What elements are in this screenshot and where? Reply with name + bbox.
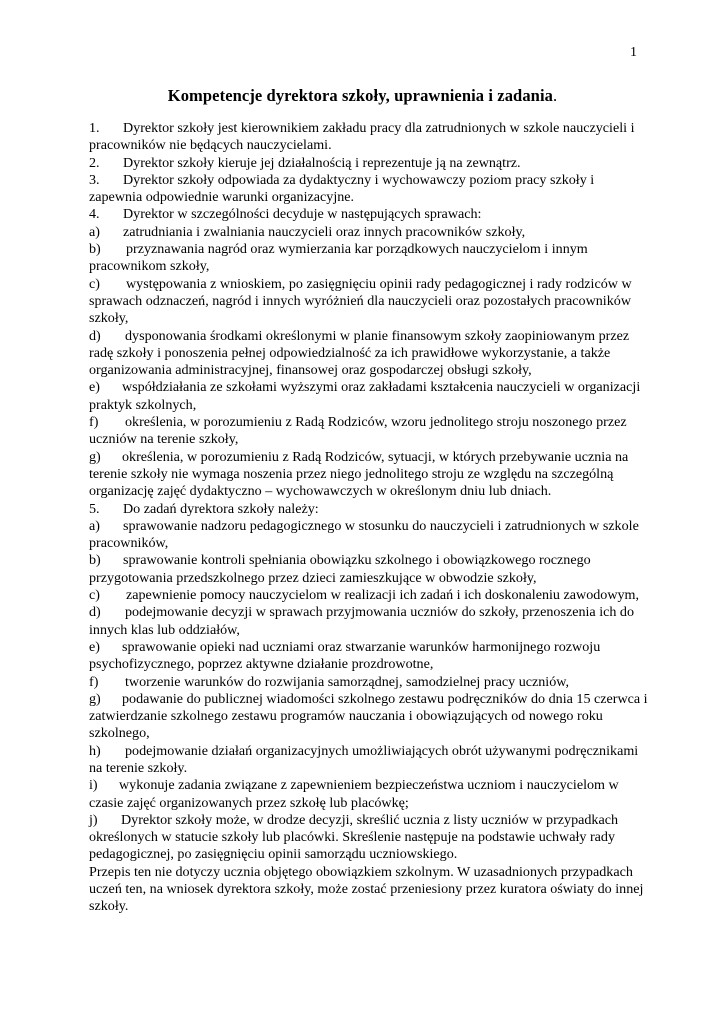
list-item-5g <box>89 691 649 743</box>
item-label: f) <box>89 414 99 431</box>
page-title <box>0 86 725 106</box>
paragraph-text: Dyrektor szkoły odpowiada za dydaktyczny i wychowawczy poziom pracy szkoły i zapewnia odpowiednie warunki organizacyjne. <box>89 171 595 206</box>
closing-paragraph <box>89 864 649 916</box>
item-label: h) <box>89 742 101 759</box>
title-period: . <box>552 86 558 105</box>
item-label: a) <box>89 517 100 534</box>
list-item-5j <box>89 812 649 864</box>
paragraph-4 <box>89 206 649 223</box>
paragraph-text: Dyrektor szkoły kieruje jej działalnością i reprezentuje ją na zewnątrz. <box>123 154 521 171</box>
list-item-4b <box>89 241 649 276</box>
item-label: c) <box>89 587 100 604</box>
item-text: określenia, w porozumieniu z Radą Rodziców, wzoru jednolitego stroju noszonego przez uczniów na terenie szkoły, <box>89 414 627 448</box>
list-item-4e <box>89 379 649 414</box>
item-text: zapewnienie pomocy nauczycielom w realizacji ich zadań i ich doskonaleniu zawodowym, <box>126 587 640 604</box>
list-item-4c <box>89 276 649 328</box>
item-text: podejmowanie decyzji w sprawach przyjmowania uczniów do szkoły, przenoszenia ich do innych klas lub oddziałów, <box>89 604 635 638</box>
page-number: 1 <box>630 45 637 60</box>
item-text: wykonuje zadania związane z zapewnieniem bezpieczeństwa uczniom i nauczycielom w czasie zajęć organizowanych przez szkołę lub placówkę; <box>89 777 619 811</box>
item-text: podawanie do publicznej wiadomości szkolnego zestawu podręczników do dnia 15 czerwca i zatwierdzanie szkolnego zestawu programów nauczania i obowiązujących od nowego roku szkolnego, <box>89 690 648 742</box>
item-text: dysponowania środkami określonymi w planie finansowym szkoły zaopiniowanym przez radę szkoły i ponoszenia pełnej odpowiedzialność za ich prawidłowe wykorzystanie, a także organizowania administracyjnej, finansowej oraz gospodarczej obsługi szkoły, <box>89 327 630 379</box>
paragraph-text: Do zadań dyrektora szkoły należy: <box>123 500 319 517</box>
item-label: f) <box>89 673 99 690</box>
item-text: sprawowanie kontroli spełniania obowiązku szkolnego i obowiązkowego rocznego przygotowania przedszkolnego przez dzieci zamieszkujące w obwodzie szkoły, <box>89 552 591 586</box>
list-item-5b <box>89 552 649 587</box>
list-item-5d <box>89 604 649 639</box>
list-item-4a <box>89 224 649 241</box>
item-label: c) <box>89 275 100 292</box>
list-item-5h <box>89 743 649 778</box>
item-text: sprawowanie nadzoru pedagogicznego w stosunku do nauczycieli i zatrudnionych w szkole pracowników, <box>89 517 639 552</box>
document-body <box>89 120 649 916</box>
paragraph-label: 4. <box>89 206 100 223</box>
title-text: Kompetencje dyrektora szkoły, uprawnienia i zadania <box>167 86 553 105</box>
item-label: a) <box>89 223 100 240</box>
paragraph-text: Dyrektor szkoły jest kierownikiem zakładu pracy dla zatrudnionych w szkole nauczycieli i pracowników nie będących nauczycielami. <box>89 120 635 154</box>
paragraph-5 <box>89 501 649 518</box>
paragraph-text: Dyrektor w szczególności decyduje w następujących sprawach: <box>123 206 482 223</box>
item-label: g) <box>89 448 101 465</box>
item-label: e) <box>89 638 100 655</box>
paragraph-3 <box>89 172 649 207</box>
item-text: określenia, w porozumieniu z Radą Rodziców, sytuacji, w których przebywanie ucznia na terenie szkoły nie wymaga noszenia przez niego jednolitego stroju ze względu na szczególną organizację zajęć dydaktyczno – wychowawczych w określonym dniu lub dniach. <box>89 448 629 500</box>
item-text: podejmowanie działań organizacyjnych umożliwiających obrót używanymi podręcznikami na terenie szkoły. <box>89 742 639 776</box>
paragraph-1 <box>89 120 649 155</box>
item-label: i) <box>89 777 98 794</box>
item-label: b) <box>89 241 101 258</box>
list-item-5f <box>89 674 649 691</box>
list-item-4g <box>89 449 649 501</box>
list-item-5a <box>89 518 649 553</box>
item-text: sprawowanie opieki nad uczniami oraz stwarzanie warunków harmonijnego rozwoju psychofizycznego, poprzez aktywne działanie prozdrowotne, <box>89 638 601 673</box>
list-item-4f <box>89 414 649 449</box>
list-item-5c <box>89 587 649 604</box>
paragraph-label: 5. <box>89 500 100 517</box>
item-text: Dyrektor szkoły może, w drodze decyzji, skreślić ucznia z listy uczniów w przypadkach określonych w statucie szkoły lub placówki. Skreślenie następuje na podstawie uchwały rady pedagogicznej, po zasięgnięciu opinii samorządu uczniowskiego. <box>89 811 619 863</box>
paragraph-2 <box>89 155 649 172</box>
item-text: tworzenie warunków do rozwijania samorządnej, samodzielnej pracy uczniów, <box>125 673 570 690</box>
item-text: występowania z wnioskiem, po zasięgnięciu opinii rady pedagogicznej i rady rodziców w sprawach odznaczeń, nagród i innych wyróżnień dla nauczycieli oraz pozostałych pracowników szkoły, <box>89 275 632 327</box>
item-label: d) <box>89 604 101 621</box>
list-item-4d <box>89 328 649 380</box>
item-text: przyznawania nagród oraz wymierzania kar porządkowych nauczycielom i innym pracownikom szkoły, <box>89 241 588 275</box>
item-label: g) <box>89 690 101 707</box>
paragraph-label: 3. <box>89 171 100 188</box>
item-text: współdziałania ze szkołami wyższymi oraz zakładami kształcenia nauczycieli w organizacji praktyk szkolnych, <box>89 379 641 413</box>
item-label: d) <box>89 327 101 344</box>
list-item-5i <box>89 777 649 812</box>
item-text: zatrudniania i zwalniania nauczycieli oraz innych pracowników szkoły, <box>123 223 526 240</box>
paragraph-label: 1. <box>89 120 100 136</box>
list-item-5e <box>89 639 649 674</box>
paragraph-label: 2. <box>89 154 100 171</box>
item-label: b) <box>89 552 101 569</box>
item-label: e) <box>89 379 100 396</box>
paragraph-text: Przepis ten nie dotyczy ucznia objętego obowiązkiem szkolnym. W uzasadnionych przypadkach uczeń ten, na wniosek dyrektora szkoły, może zostać przeniesiony przez kuratora oświaty do innej szkoły. <box>89 863 644 915</box>
item-label: j) <box>89 811 98 828</box>
